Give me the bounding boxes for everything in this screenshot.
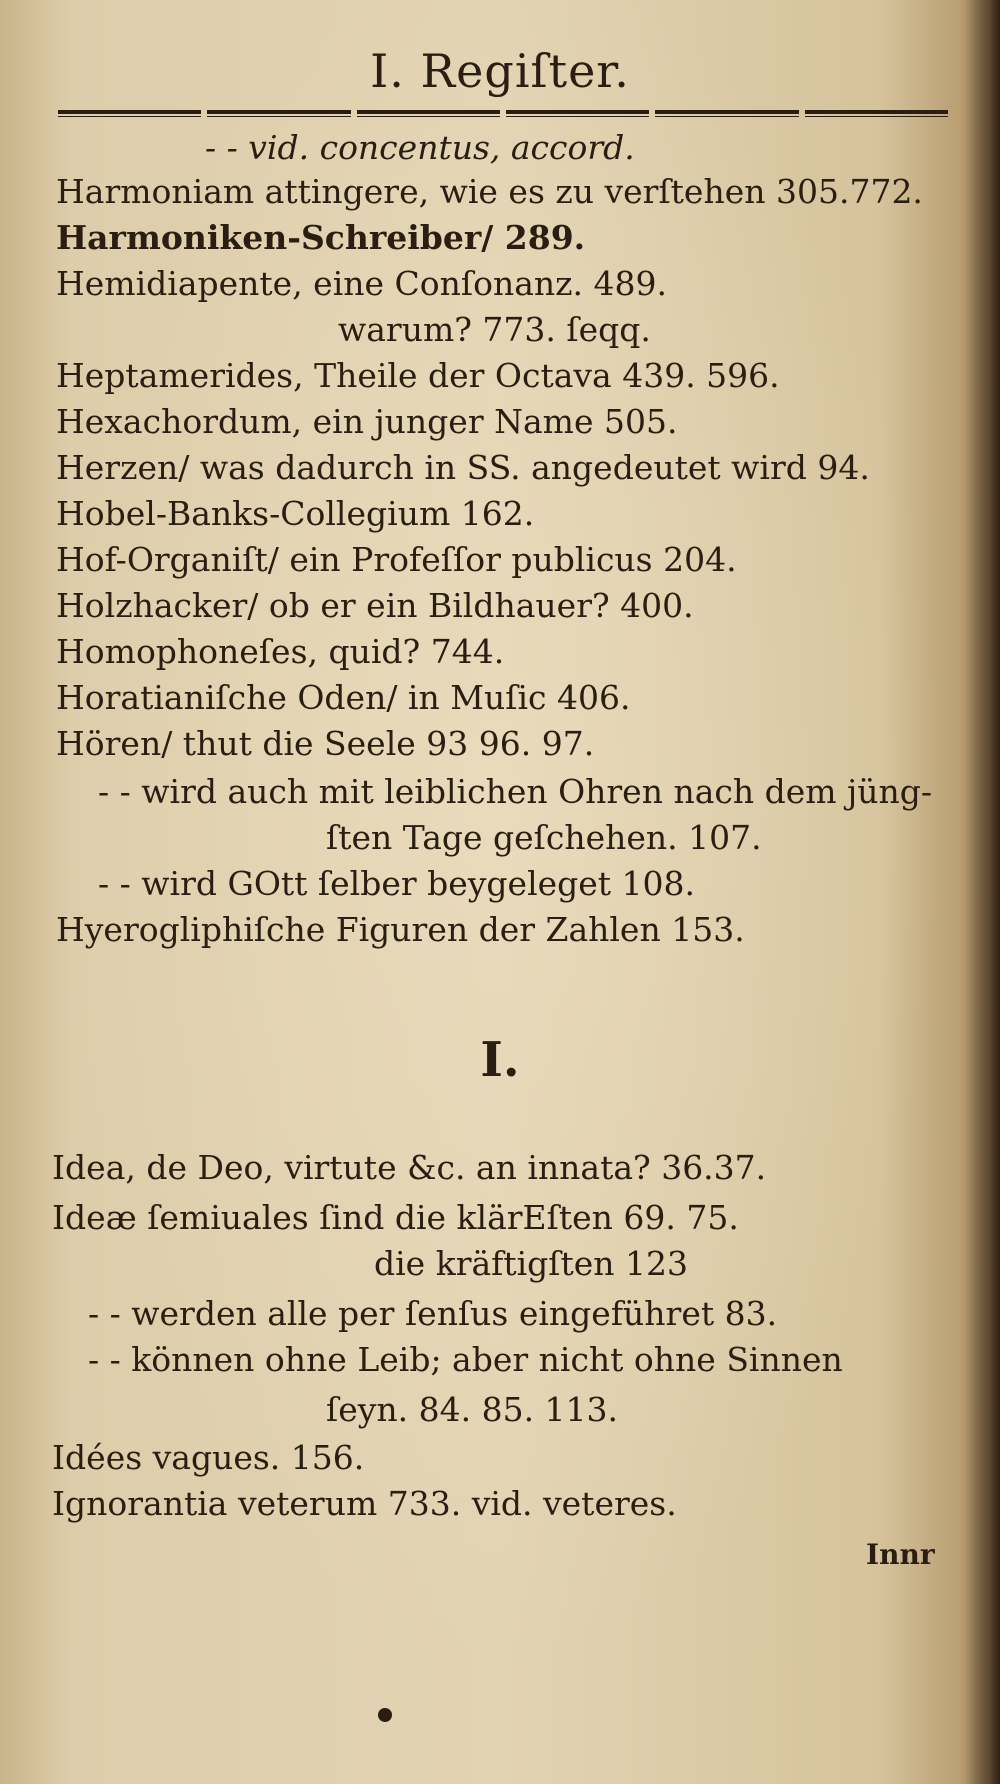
index-entry: Herzen/ was dadurch in SS. angedeutet wird 94. (56, 448, 870, 487)
index-entry: Hören/ thut die Seele 93 96. 97. (56, 724, 595, 763)
index-entry: Idea, de Deo, virtute &c. an innata? 36.37. (52, 1148, 767, 1187)
index-subentry: - - wird GOtt ſelber beygeleget 108. (98, 864, 696, 903)
index-subentry: - - können ohne Leib; aber nicht ohne Sinnen (88, 1340, 843, 1379)
index-entry: Hexachordum, ein junger Name 505. (56, 402, 678, 441)
index-entry-continuation: ſeyn. 84. 85. 113. (326, 1390, 619, 1429)
ink-blot (378, 1708, 392, 1722)
index-entry: Homophoneſes, quid? 744. (56, 632, 505, 671)
index-entry: Heptamerides, Theile der Octava 439. 596. (56, 356, 780, 395)
running-head: I. Regiſter. (370, 44, 630, 98)
index-entry: Ignorantia veterum 733. vid. veteres. (52, 1484, 677, 1523)
catchword: Innr (866, 1538, 935, 1571)
index-entry: Harmoniam attingere, wie es zu verſtehen 305.772. (56, 172, 923, 211)
index-entry: Holzhacker/ ob er ein Bildhauer? 400. (56, 586, 694, 625)
index-entry-continuation: die kräftigſten 123 (374, 1244, 689, 1283)
index-entry: Hemidiapente, eine Conſonanz. 489. (56, 264, 668, 303)
index-entry-continuation: ſten Tage geſchehen. 107. (326, 818, 762, 857)
index-entry-continuation: warum? 773. ſeqq. (338, 310, 651, 349)
index-subentry: - - wird auch mit leiblichen Ohren nach dem jüng- (98, 772, 933, 811)
index-entry: Hobel-Banks-Collegium 162. (56, 494, 535, 533)
header-rule (58, 110, 948, 120)
index-entry: Hyerogliphiſche Figuren der Zahlen 153. (56, 910, 745, 949)
index-entry: - - vid. concentus, accord. (205, 128, 635, 167)
index-entry: Ideæ ſemiuales ſind die klärEſten 69. 75. (52, 1198, 739, 1237)
page-spine-shadow (966, 0, 1000, 1784)
index-subentry: - - werden alle per ſenſus eingeführet 83. (88, 1294, 778, 1333)
section-letter-heading: I. (480, 1032, 520, 1088)
index-entry: Hof-Organiſt/ ein Profeſſor publicus 204. (56, 540, 737, 579)
index-entry: Harmoniken-Schreiber/ 289. (56, 218, 586, 257)
index-entry: Horatianiſche Oden/ in Muſic 406. (56, 678, 631, 717)
index-entry: Idées vagues. 156. (52, 1438, 365, 1477)
